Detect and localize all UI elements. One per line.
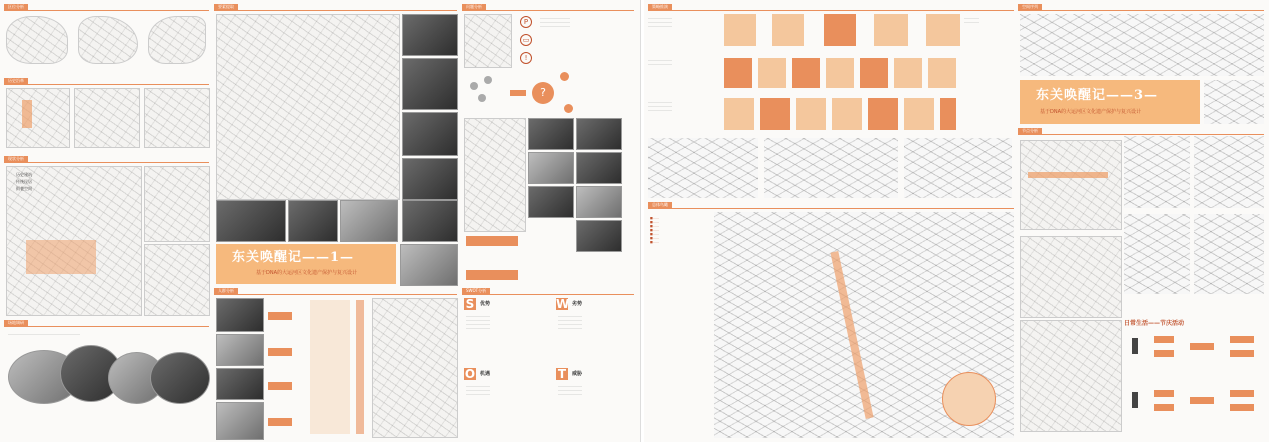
history-map-2 xyxy=(74,88,140,148)
street-photo-4 xyxy=(402,200,458,242)
node-sketch-1 xyxy=(1124,136,1190,208)
analysis-diagram xyxy=(464,118,526,232)
section-title-people: 人群分析 xyxy=(214,288,238,294)
form-block xyxy=(868,98,898,130)
form-block xyxy=(928,58,956,88)
sketch-photo xyxy=(400,244,458,286)
strategy-text: …………………… …………………… xyxy=(648,58,672,66)
detail-callout xyxy=(942,372,996,426)
swot-text: …………………… …………………… …………………… xyxy=(558,384,582,396)
swot-label-s: 优势 xyxy=(480,301,491,307)
photo-4 xyxy=(150,352,210,404)
dot xyxy=(484,76,492,84)
form-block xyxy=(904,98,934,130)
dot xyxy=(564,104,573,113)
problem-map xyxy=(464,14,512,68)
flow-box xyxy=(1230,350,1254,357)
swot-letter-t: T xyxy=(557,367,567,381)
flow-box xyxy=(1154,404,1174,411)
strategy-step-3 xyxy=(824,14,856,46)
strategy-step-1 xyxy=(724,14,756,46)
flow-box xyxy=(268,312,292,320)
iso-sketch-2 xyxy=(764,138,898,198)
parking-icon: P xyxy=(520,16,532,28)
flow-box xyxy=(268,348,292,356)
street-photo-1 xyxy=(216,200,286,242)
street-elevation xyxy=(1020,14,1264,76)
banner-subtitle: 基于DNA的大运河区文化遗产保护与复兴设计 xyxy=(1040,109,1142,115)
problem-photo-2 xyxy=(576,118,622,150)
city-map xyxy=(148,16,206,64)
section-title-problem: 问题分析 xyxy=(462,4,486,10)
building-photo-2 xyxy=(402,58,458,110)
flow-column xyxy=(310,300,350,434)
strategy-text: …………………… …………………… …………………… xyxy=(648,16,672,28)
flow-box xyxy=(1154,336,1174,343)
swot-text: …………………… …………………… …………………… xyxy=(466,384,490,396)
master-site-map xyxy=(216,14,400,200)
road-icon: ▭ xyxy=(520,34,532,46)
china-map xyxy=(6,16,68,64)
dot xyxy=(478,94,486,102)
swot-letter-s: S xyxy=(465,297,475,311)
section-title-sequence: 空间序列 xyxy=(1018,4,1042,10)
legend-item: 街巷空间 xyxy=(16,186,32,191)
section-title-aerial: 总体鸟瞰 xyxy=(648,202,672,208)
body-text-lines: ……………………………………………………………… xyxy=(8,332,80,336)
section-title-strategy: 策略推演 xyxy=(648,4,672,10)
building-photo-3 xyxy=(402,112,458,156)
divider xyxy=(648,208,1014,209)
problem-text: ………………………… ………………………… ………………………… xyxy=(540,16,570,28)
section-title-history: 历史沿革 xyxy=(4,78,28,84)
section-title-elements: 要素提取 xyxy=(214,4,238,10)
flow-box xyxy=(1190,343,1214,350)
node-route xyxy=(1028,172,1108,178)
form-block xyxy=(894,58,922,88)
process-title: 日常生活——节庆活动 xyxy=(1124,320,1185,327)
section-title-location: 区位分析 xyxy=(4,4,28,10)
form-block xyxy=(940,98,956,130)
people-route-map xyxy=(372,298,458,438)
flow-box xyxy=(1190,397,1214,404)
divider xyxy=(4,10,209,11)
question-icon: ? xyxy=(532,82,554,104)
problem-photo-1 xyxy=(528,118,574,150)
legend-item: 历史建筑 xyxy=(16,172,32,177)
province-map xyxy=(78,16,138,64)
flow-box xyxy=(1230,336,1254,343)
site-highlight xyxy=(26,240,96,274)
problem-photo-6 xyxy=(576,186,622,218)
section-title-swot: SWOT分析 xyxy=(462,288,490,294)
banner-title: 东关唤醒记——1— xyxy=(232,250,355,265)
swot-text: …………………… …………………… …………………… …………………… xyxy=(558,314,582,330)
divider xyxy=(462,10,634,11)
warning-icon: ! xyxy=(520,52,532,64)
form-block xyxy=(724,58,752,88)
strategy-step-5 xyxy=(926,14,960,46)
iso-sketch-1 xyxy=(648,138,758,198)
problem-photo-7 xyxy=(576,220,622,252)
people-photo-4 xyxy=(216,402,264,440)
flow-box xyxy=(1230,404,1254,411)
form-block xyxy=(860,58,888,88)
flow-box xyxy=(268,418,292,426)
banner-title: 东关唤醒记——3— xyxy=(1036,88,1159,103)
divider xyxy=(1018,134,1264,135)
street-photo-2 xyxy=(288,200,338,242)
people-photo-2 xyxy=(216,334,264,366)
history-map-1 xyxy=(6,88,70,148)
node-map-2 xyxy=(1020,236,1122,318)
history-map-3 xyxy=(144,88,210,148)
problem-photo-5 xyxy=(528,186,574,218)
icon-column xyxy=(356,300,364,434)
divider xyxy=(214,10,457,11)
form-block xyxy=(792,58,820,88)
divider xyxy=(4,162,209,163)
flow-box xyxy=(1154,350,1174,357)
people-photo-3 xyxy=(216,368,264,400)
people-photo-1 xyxy=(216,298,264,332)
person-figure xyxy=(1132,392,1138,408)
building-photo-4 xyxy=(402,158,458,200)
street-photo-3 xyxy=(340,200,398,242)
strategy-step-2 xyxy=(772,14,804,46)
status-map-3 xyxy=(144,244,210,316)
strategy-note: …………… …………… xyxy=(964,16,979,24)
right-board xyxy=(644,0,1269,442)
flow-box xyxy=(268,382,292,390)
flow-box xyxy=(1230,390,1254,397)
swot-label-w: 劣势 xyxy=(572,301,583,307)
strategy-text: …………………… …………………… …………………… xyxy=(648,100,672,112)
section-title-survey: 场地调研 xyxy=(4,320,28,326)
legend-item: 传统民居 xyxy=(16,179,32,184)
swot-letter-w: W xyxy=(556,297,570,311)
texture-panel xyxy=(1204,80,1264,124)
iso-sketch-3 xyxy=(904,138,1012,198)
divider xyxy=(214,294,457,295)
flow-box xyxy=(1154,390,1174,397)
node-sketch-4 xyxy=(1194,214,1264,294)
problem-photo-4 xyxy=(576,152,622,184)
dot xyxy=(560,72,569,81)
strategy-bar xyxy=(466,270,518,280)
swot-letter-o: O xyxy=(464,367,476,381)
node-map-1 xyxy=(1020,140,1122,230)
problem-photo-3 xyxy=(528,152,574,184)
form-block xyxy=(826,58,854,88)
title-banner xyxy=(216,244,396,284)
form-block xyxy=(758,58,786,88)
person-figure xyxy=(1132,338,1138,354)
dot xyxy=(470,82,478,90)
arrow xyxy=(510,90,526,96)
divider xyxy=(648,10,1014,11)
strategy-bar xyxy=(466,236,518,246)
title-banner xyxy=(1020,80,1200,124)
status-map-2 xyxy=(144,166,210,242)
node-sketch-2 xyxy=(1194,136,1264,208)
divider xyxy=(1018,10,1264,11)
form-block xyxy=(724,98,754,130)
form-block xyxy=(760,98,790,130)
aerial-legend: ■…… ■…… ■…… ■…… ■…… ■…… ■…… xyxy=(650,216,659,244)
divider xyxy=(4,326,209,327)
section-title-nodes: 节点分析 xyxy=(1018,128,1042,134)
swot-text: …………………… …………………… …………………… …………………… xyxy=(466,314,490,330)
banner-subtitle: 基于DNA的大运河区文化遗产保护与复兴设计 xyxy=(256,270,358,276)
form-block xyxy=(832,98,862,130)
highlight xyxy=(22,100,32,128)
strategy-step-4 xyxy=(874,14,908,46)
swot-label-o: 机遇 xyxy=(480,371,491,377)
divider xyxy=(4,84,209,85)
building-photo-1 xyxy=(402,14,458,56)
node-sketch-3 xyxy=(1124,214,1190,294)
swot-label-t: 威胁 xyxy=(572,371,583,377)
section-title-status: 现状分析 xyxy=(4,156,28,162)
divider xyxy=(462,294,634,295)
node-map-3 xyxy=(1020,320,1122,432)
form-block xyxy=(796,98,826,130)
